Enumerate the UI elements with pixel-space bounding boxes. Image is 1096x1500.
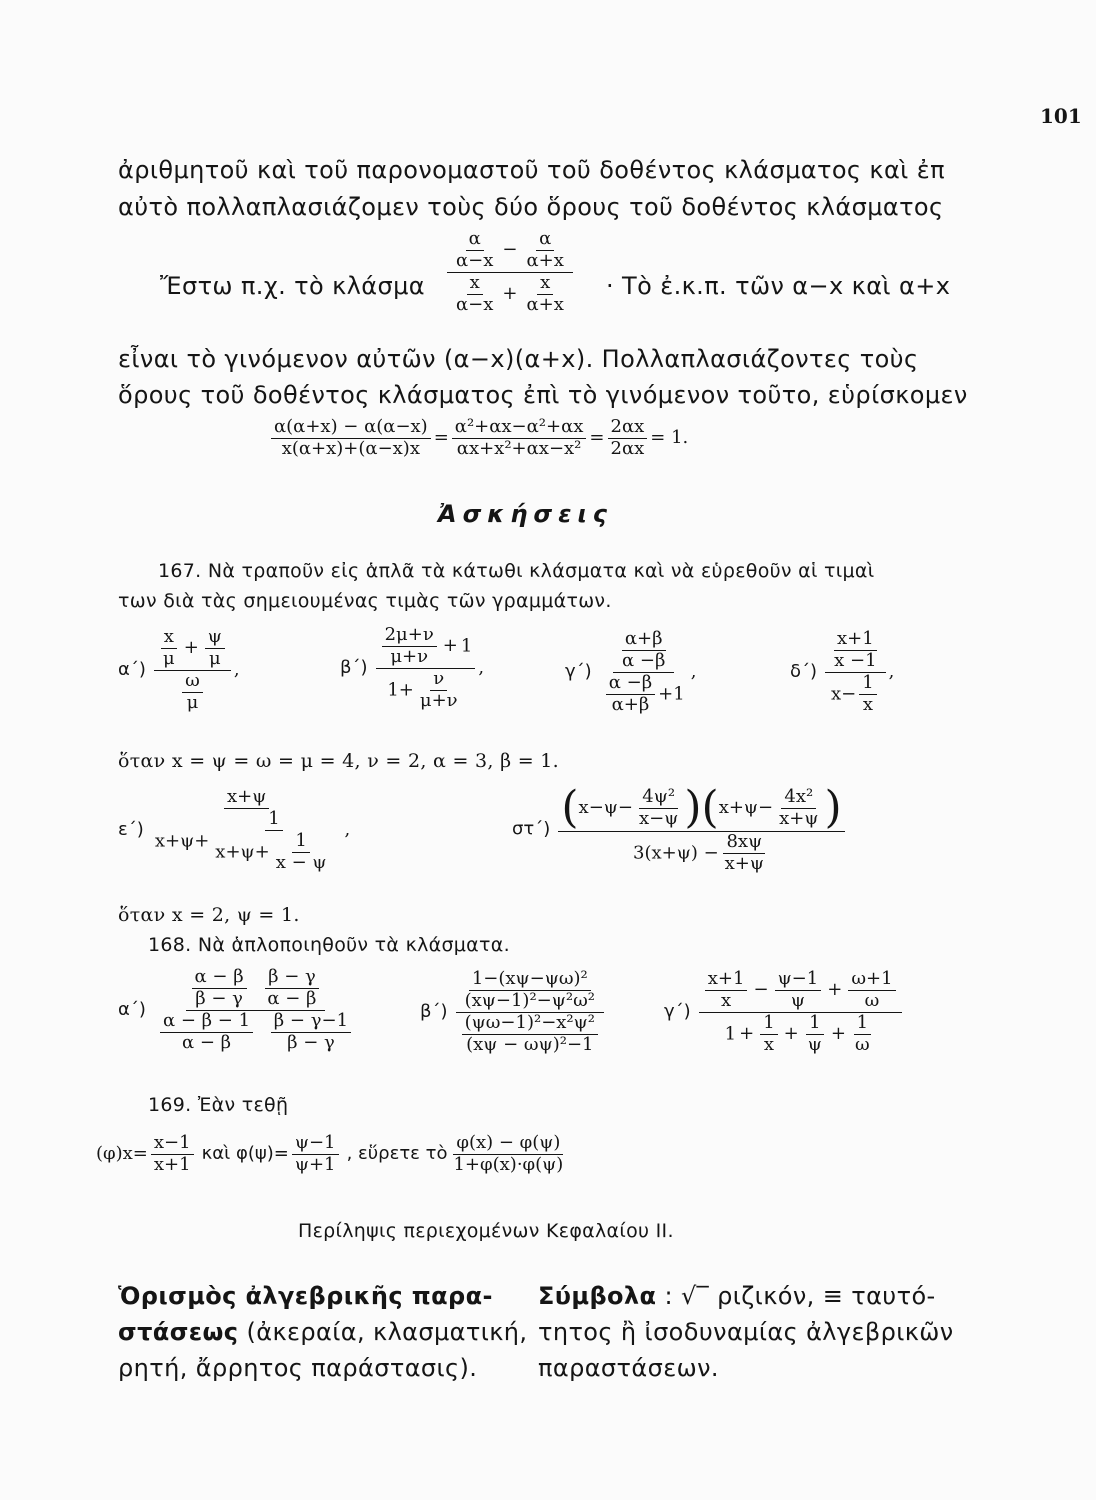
ex167-values-1: ὅταν x = ψ = ω = μ = 4, ν = 2, α = 3, β = 1. (118, 750, 560, 772)
ex169-line: 169. Ἐὰν τεθῇ (148, 1094, 289, 1116)
ex168-a: α΄) $\frac{\alpha - \beta}{\beta - \gamma}$ $\frac{\beta - \gamma}{\alpha - \beta}$ $\frac{\alpha - \beta - 1}{\alpha - \beta}$ $\frac{\beta - \gamma-1}{\beta - \gamma}$ (118, 968, 360, 1053)
example-line-4: ὅρους τοῦ δοθέντος κλάσματος ἐπὶ τὸ γινόμενον τοῦτο, εὑρίσκομεν (118, 381, 968, 409)
ex167-values-2: ὅταν x = 2, ψ = 1. (118, 904, 300, 926)
summary-left-line-2: στάσεως (ἀκεραία, κλασματική, (118, 1318, 528, 1346)
ex167-d: δ΄) $\frac{x+1}{x -1}$ x− $\frac{1}{x}$ , (790, 628, 895, 715)
intro-line-1: ἀριθμητοῦ καὶ τοῦ παρονομαστοῦ τοῦ δοθέντος κλάσματος καὶ ἐπ (118, 156, 945, 184)
example-lead: Ἔστω π.χ. τὸ κλάσμα (160, 272, 425, 300)
example-compound-fraction: $\frac{\alpha}{\alpha-x}$ − $\frac{\alpha}{\alpha+x}$ $\frac{x}{\alpha-x}$ + $\frac{x}{\alpha+x}$ (444, 230, 576, 315)
ex168-b: β΄) $\frac{\frac{\text{1−(xψ−ψω)²}}{\text{(xψ−1)²−ψ²ω²}}}{\frac{\text{(ψω−1)²−x²ψ²}}{\text{(xψ − ωψ)²−1}}}$ (420, 970, 607, 1055)
ex167-e: ε΄) x+ψ x+ψ+ 1 x+ψ+ $\frac{1}{x - \psi}$ , (118, 786, 351, 873)
ex167-line-2: των διὰ τὰς σημειουμένας τιμὰς τῶν γραμμάτων. (118, 590, 612, 612)
ex167-c: γ΄) $\frac{\alpha+\beta}{\alpha -\beta}$ $\frac{\alpha -\beta}{\alpha+\beta}$ +1 , (565, 628, 697, 715)
example-result-chain: $\frac{\alpha(\alpha+x) - \alpha(\alpha-x)}{x(\alpha+x)+(\alpha-x)x}$ = $\frac{\text{α²+αx−α²+αx}}{\text{αx+x²+αx−x²}}$ = $\frac{2\alpha x}{2\alpha x}$ = 1. (268, 418, 688, 459)
ex168-c: γ΄) $\frac{x+1}{x}$ − $\frac{\psi-1}{\psi}$ + $\frac{\omega+1}{\omega}$ 1 + $\frac{1}{x}$ + $\frac{1}{\psi}$ + $\frac{1}{\omega}$ (664, 970, 905, 1055)
ex168-line: 168. Νὰ ἁπλοποιηθοῦν τὰ κλάσματα. (148, 934, 510, 956)
summary-right-line-3: παραστάσεων. (538, 1354, 719, 1382)
ex169-formula: (φ)x= $\frac{x-1}{x+1}$ καὶ φ(ψ)= $\frac{\psi-1}{\psi+1}$ , εὕρετε τὸ $\frac{\varphi(x) - \varphi(\psi)}{1+\varphi(x)\cdot\varphi(\psi)}$ (96, 1132, 564, 1175)
ex167-a: α΄) $\frac{x}{\mu}$ + $\frac{\psi}{\mu}$ $\frac{\omega}{\mu}$ , (118, 626, 240, 713)
exercises-heading: Ἀσκήσεις (438, 500, 614, 528)
ex167-line-1: 167. Νὰ τραποῦν εἰς ἁπλᾶ τὰ κάτωθι κλάσματα καὶ νὰ εὑρεθοῦν αἱ τιμαὶ (158, 560, 875, 582)
example-tail: · Τὸ ἐ.κ.π. τῶν α−x καὶ α+x (606, 272, 951, 300)
summary-right-line-2: τητος ἢ ἰσοδυναμίας ἀλγεβρικῶν (538, 1318, 954, 1346)
ex167-st: στ΄) (x−ψ− $\frac{\text{4ψ²}}{x-\psi}$ )(x+ψ− $\frac{\text{4x²}}{x+\psi}$ ) 3(x+ψ) − $\frac{8x\psi}{x+\psi}$ (512, 786, 848, 874)
example-line-3: εἶναι τὸ γινόμενον αὐτῶν (α−x)(α+x). Πολλαπλασιάζοντες τοὺς (118, 345, 919, 373)
summary-right-line-1: Σύμβολα : √‾ ριζικόν, ≡ ταυτό- (538, 1282, 936, 1310)
summary-left-line-3: ρητή, ἄρρητος παράστασις). (118, 1354, 478, 1382)
summary-title: Περίληψις περιεχομένων Κεφαλαίου ΙΙ. (298, 1220, 674, 1242)
summary-left-line-1: Ὁρισμὸς ἀλγεβρικῆς παρα- (118, 1282, 493, 1310)
page-number: 101 (1040, 104, 1082, 128)
ex167-b: β΄) $\frac{2\mu+\nu}{\mu+\nu}$ + 1 1+ $\frac{\nu}{\mu+\nu}$ , (340, 624, 485, 711)
intro-line-2: αὐτὸ πολλαπλασιάζομεν τοὺς δύο ὅρους τοῦ δοθέντος κλάσματος (118, 193, 944, 221)
